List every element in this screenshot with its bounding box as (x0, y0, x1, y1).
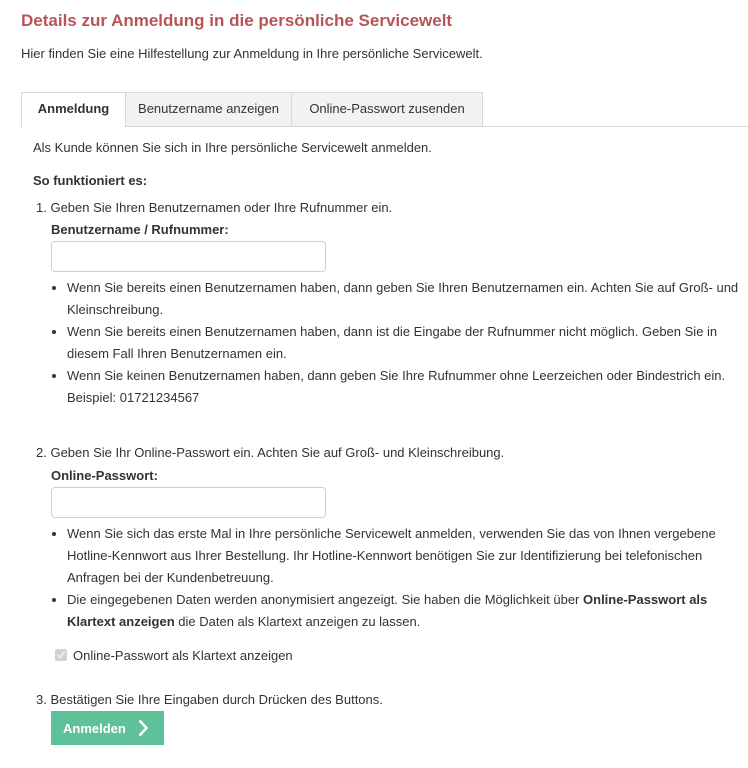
step3-text: 3. Bestätigen Sie Ihre Eingaben durch Drücken des Buttons. (36, 692, 383, 707)
tab-online-passwort-zusenden[interactable]: Online-Passwort zusenden (291, 92, 483, 126)
page-title: Details zur Anmeldung in die persönliche Servicewelt (21, 11, 453, 30)
step2-hints (51, 523, 747, 633)
password-label: Online-Passwort: (51, 468, 158, 483)
show-password-checkbox[interactable] (55, 649, 67, 661)
list-item: • Wenn Sie keinen Benutzernamen haben, dann geben Sie Ihre Rufnummer ohne Leerzeichen oder Bindestrich ein. Beispiel: 01721234567 (67, 365, 747, 409)
lead-text: Als Kunde können Sie sich in Ihre persönliche Servicewelt anmelden. (33, 140, 432, 155)
password-input[interactable] (51, 487, 326, 518)
list-item: • Wenn Sie bereits einen Benutzernamen haben, dann geben Sie Ihren Benutzernamen ein. Achten Sie auf Groß- und Kleinschreibung. (67, 277, 747, 321)
hint-bold-text: Online-Passwort als Klartext anzeigen (67, 592, 708, 629)
step1-text: 1. Geben Sie Ihren Benutzernamen oder Ihre Rufnummer ein. (36, 200, 393, 215)
hint-text: Die eingegebenen Daten werden anonymisiert angezeigt. Sie haben die Möglichkeit über (67, 592, 584, 607)
tab-benutzername-anzeigen[interactable]: Benutzername anzeigen (125, 92, 292, 126)
show-password-label[interactable]: Online-Passwort als Klartext anzeigen (73, 647, 293, 663)
step2-text: 2. Geben Sie Ihr Online-Passwort ein. Achten Sie auf Groß- und Kleinschreibung. (36, 445, 505, 460)
username-input[interactable] (51, 241, 326, 272)
step1-hints (51, 277, 747, 409)
list-item: • Wenn Sie sich das erste Mal in Ihre persönliche Servicewelt anmelden, verwenden Sie das von Ihnen vergebene Hotline-Kennwort aus Ihrer Bestellung. Ihr Hotline-Kennwort benötigen Sie zur Identifizierung bei telefonischen Anfragen bei der Kundenbetreuung. (67, 523, 747, 589)
how-heading: So funktioniert es: (33, 173, 148, 188)
username-label: Benutzername / Rufnummer: (51, 222, 229, 237)
login-button[interactable] (51, 711, 164, 745)
login-button-label: Anmelden (63, 720, 126, 736)
list-item: • Wenn Sie bereits einen Benutzernamen haben, dann ist die Eingabe der Rufnummer nicht möglich. Geben Sie in diesem Fall Ihren Benutzernamen ein. (67, 321, 747, 365)
show-password-row (55, 646, 293, 664)
chevron-right-icon (138, 719, 148, 737)
page-intro: Hier finden Sie eine Hilfestellung zur Anmeldung in Ihre persönliche Servicewelt. (21, 46, 483, 61)
hint-text: die Daten als Klartext anzeigen zu lassen. (174, 614, 421, 629)
tab-anmeldung[interactable]: Anmeldung (21, 92, 126, 127)
tab-bar (21, 92, 748, 127)
list-item (67, 589, 747, 633)
